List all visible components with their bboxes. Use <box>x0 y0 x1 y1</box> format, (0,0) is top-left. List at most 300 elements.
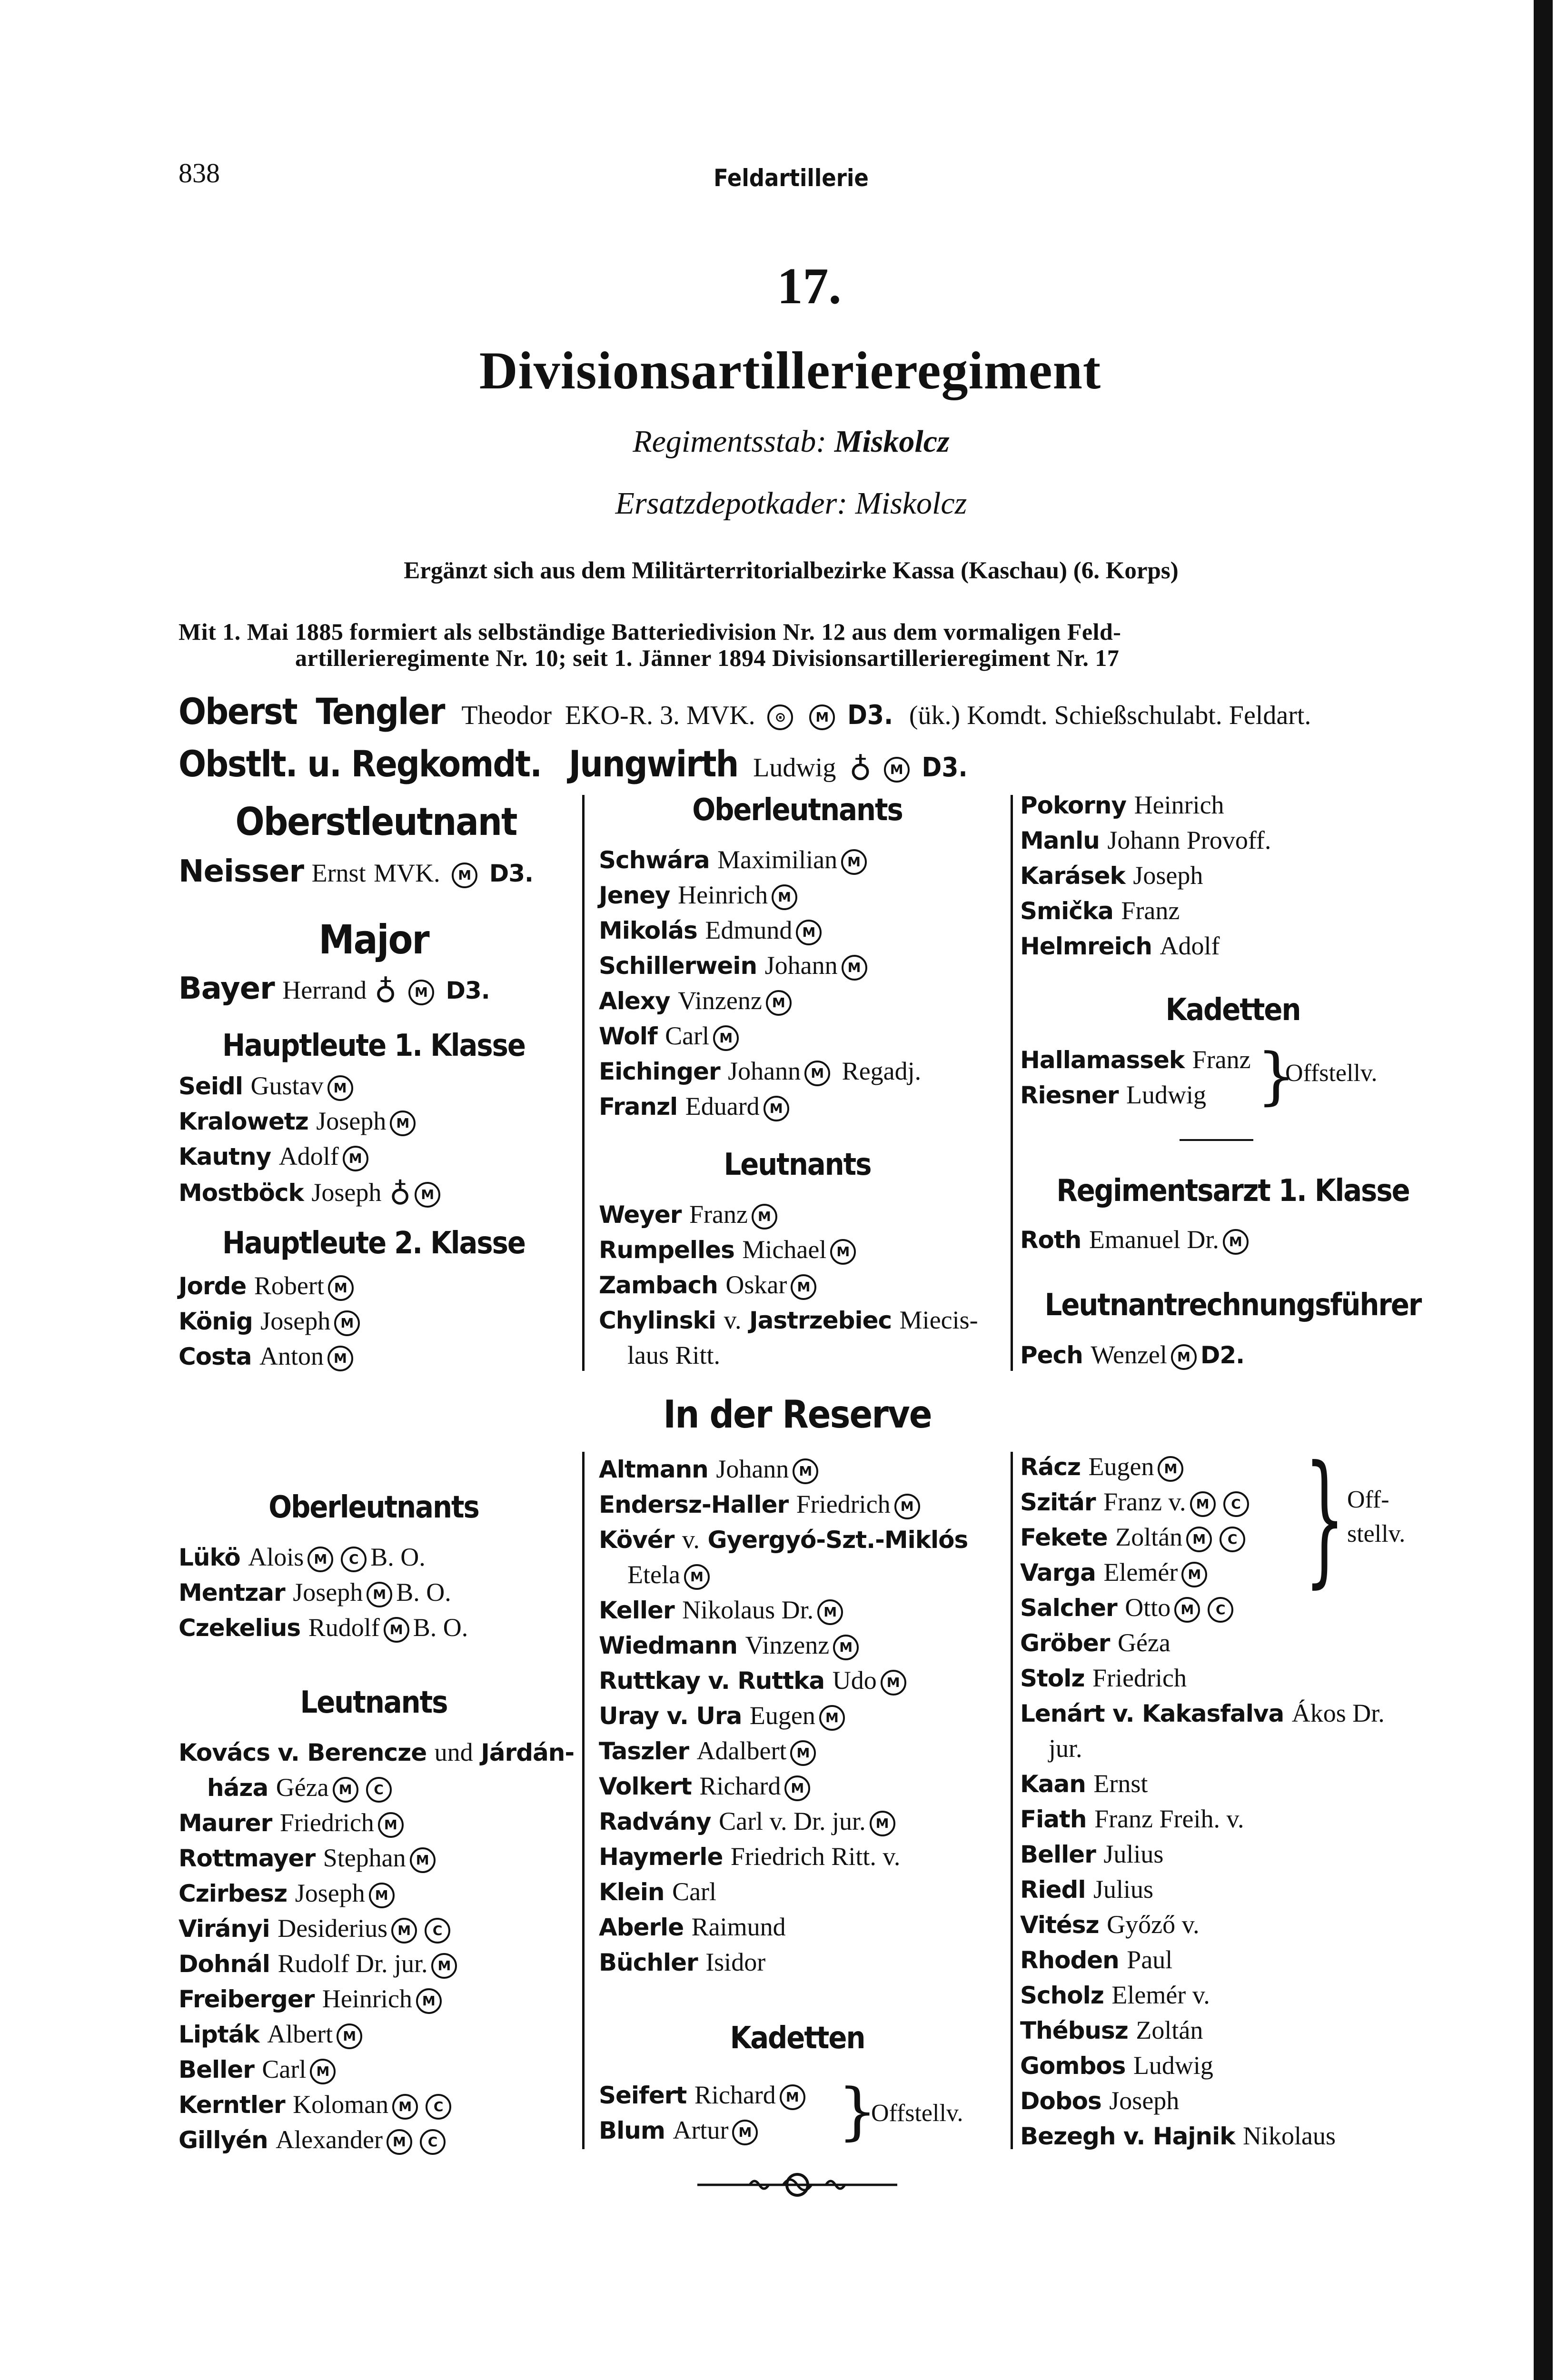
list-item <box>1020 1907 1385 1943</box>
entry-first: Adolf <box>1160 932 1220 960</box>
list-col3 <box>1020 788 1271 964</box>
entry-name: Roth <box>1020 1226 1081 1254</box>
list-item <box>179 1269 364 1304</box>
entry-name: Ruttkay v. Ruttka <box>599 1667 825 1695</box>
cross-mark: ♁ <box>374 972 397 1005</box>
entry-first: v. <box>724 1306 742 1334</box>
entry-name: Uray v. Ura <box>599 1702 742 1730</box>
list-item <box>599 1019 921 1054</box>
m-mark: M <box>1223 1229 1249 1255</box>
depot-label: Ersatzdepotkader: <box>615 486 848 521</box>
colonel-decor: EKO-R. 3. MVK. <box>565 701 755 730</box>
m-mark: M <box>1174 1597 1200 1623</box>
entry-name: Taszler <box>599 1737 689 1765</box>
entry-first: Heinrich <box>1134 791 1224 819</box>
page-number: 838 <box>179 158 220 188</box>
m-mark: M <box>410 1847 436 1873</box>
list-item <box>179 1946 574 1982</box>
entry-first: Gustav <box>250 1071 324 1100</box>
c-mark: C <box>1223 1491 1249 1517</box>
entry-first: Koloman <box>293 2090 389 2119</box>
entry-name: Salcher <box>1020 1594 1117 1622</box>
m-mark: M <box>752 1204 777 1230</box>
running-title: Feldartillerie <box>714 164 869 192</box>
entry-name: Wiedmann <box>599 1632 738 1659</box>
entry-first: Richard <box>694 2081 776 2109</box>
m-mark: M <box>884 757 910 783</box>
list-leutnants <box>599 1197 978 1373</box>
list-item <box>599 1769 968 1804</box>
list-reserve-mid <box>599 1452 968 1980</box>
entry-first: Ludwig <box>1126 1081 1207 1109</box>
entry-first: Albert <box>267 2020 333 2048</box>
entry-name: Haymerle <box>599 1843 723 1871</box>
entry-name: Járdán- <box>481 1739 575 1766</box>
entry-first: Isidor <box>705 1948 766 1976</box>
c-mark: C <box>1220 1527 1245 1552</box>
entry-name: Keller <box>599 1597 674 1624</box>
list-item <box>599 1593 968 1628</box>
entry-name: Kautny <box>179 1143 271 1170</box>
entry-d: D3. <box>489 860 533 887</box>
entry-name: Alexy <box>599 987 670 1015</box>
entry-first: Eduard <box>685 1092 760 1121</box>
list-oberleutnants <box>599 843 921 1124</box>
entry-neisser <box>179 854 533 891</box>
entry-first: Carl v. Dr. jur. <box>719 1807 866 1835</box>
heading-reserve-leutnants: Leutnants <box>300 1685 447 1720</box>
list-hauptleute-2 <box>179 1269 364 1374</box>
entry-first: Nikolaus <box>1243 2122 1336 2150</box>
entry-note: B. O. <box>413 1613 468 1642</box>
entry-first: Elemér v. <box>1111 1981 1210 2009</box>
entry-first: Maximilian <box>717 845 838 874</box>
m-mark: M <box>833 1635 859 1660</box>
list-item <box>599 1945 968 1980</box>
list-item <box>1020 1042 1251 1078</box>
entry-name: Freiberger <box>179 1985 315 2013</box>
heading-reserve: In der Reserve <box>663 1392 932 1437</box>
column-divider-3 <box>582 1452 585 2149</box>
m-mark: M <box>1186 1527 1212 1552</box>
column-divider-2 <box>1011 795 1013 1371</box>
entry-name: Volkert <box>599 1773 692 1800</box>
entry-first: Etela <box>627 1560 680 1589</box>
entry-first: Artur <box>673 2116 729 2144</box>
list-item <box>1020 2083 1385 2119</box>
m-mark: M <box>780 2084 805 2110</box>
entry-name: Gröber <box>1020 1629 1110 1657</box>
m-mark: M <box>334 1310 360 1336</box>
m-mark: M <box>684 1564 710 1590</box>
m-mark: M <box>790 1740 816 1766</box>
entry-first: Carl <box>672 1877 717 1906</box>
entry-first: Richard <box>699 1772 781 1800</box>
entry-first: Ludwig <box>1133 2051 1213 2080</box>
list-item <box>1020 1802 1385 1837</box>
entry-first: Johann <box>764 951 838 980</box>
list-item-continuation <box>1020 1731 1385 1766</box>
c-mark: C <box>366 1777 392 1803</box>
entry-name: Thébusz <box>1020 2017 1128 2044</box>
m-mark: M <box>343 1146 368 1171</box>
colonel-rank: Oberst <box>179 690 297 733</box>
m-mark: M <box>784 1775 810 1801</box>
list-item <box>179 1575 468 1610</box>
column-divider-1 <box>582 795 585 1371</box>
entry-first: Nikolaus Dr. <box>682 1596 814 1624</box>
entry-first: Stephan <box>323 1844 406 1872</box>
list-item <box>599 1268 978 1303</box>
entry-first: Desiderius <box>278 1914 388 1943</box>
entry-name: Czirbesz <box>179 1880 288 1907</box>
ltcol-name: Jungwirth <box>568 743 738 785</box>
list-item <box>599 1089 921 1124</box>
note-line-2: stellv. <box>1347 1520 1406 1547</box>
sun-mark: ⊙ <box>767 704 793 730</box>
entry-note: B. O. <box>370 1543 426 1571</box>
m-mark: M <box>842 955 867 981</box>
entry-name: Costa <box>179 1343 252 1370</box>
entry-name: Wolf <box>599 1022 657 1050</box>
entry-name: Rácz <box>1020 1453 1081 1481</box>
ltcol-rank: Obstlt. u. Regkomdt. <box>179 743 542 785</box>
entry-decor: MVK. <box>374 859 440 887</box>
entry-name: Beller <box>179 2056 254 2083</box>
list-item <box>179 1339 364 1374</box>
list-item <box>599 983 921 1019</box>
colonel-line <box>179 690 1311 733</box>
entry-name: Lenárt v. Kakasfalva <box>1020 1700 1284 1727</box>
entry-first: Johann <box>728 1057 801 1085</box>
m-mark: M <box>830 1239 856 1265</box>
m-mark: M <box>367 1582 392 1607</box>
heading-regimentsarzt: Regimentsarzt 1. Klasse <box>1056 1173 1409 1209</box>
heading-rechnungsfuehrer: Leutnantrechnungsführer <box>1044 1288 1421 1323</box>
list-item-continuation <box>599 1338 978 1373</box>
history-line-2: artillerieregimente Nr. 10; seit 1. Jänner 1894 Divisionsartillerieregiment Nr. 17 <box>295 645 1120 671</box>
entry-first: Elemér <box>1103 1558 1178 1587</box>
list-item <box>599 1054 921 1089</box>
entry-name: Aberle <box>599 1914 684 1941</box>
staff-place: Miskolcz <box>834 424 950 459</box>
list-item <box>599 913 921 948</box>
entry-name: Eichinger <box>599 1058 720 1085</box>
entry-first: Anton <box>259 1342 324 1370</box>
heading-major: Major <box>318 916 429 963</box>
m-mark: M <box>796 920 822 945</box>
list-item <box>179 1982 574 2017</box>
entry-first: Franz v. <box>1103 1488 1186 1516</box>
entry-name: Kovács v. Berencze <box>179 1739 427 1766</box>
m-mark: M <box>431 1953 457 1979</box>
entry-name: Mostböck <box>179 1179 304 1207</box>
entry-name: Rottmayer <box>179 1844 316 1872</box>
entry-name: Manlu <box>1020 827 1100 854</box>
colonel-name: Tengler <box>316 690 445 733</box>
entry-first: Friedrich <box>279 1808 374 1837</box>
entry-first: Joseph <box>311 1178 382 1207</box>
entry-name: Seidl <box>179 1072 243 1100</box>
entry-name: Szitár <box>1020 1488 1096 1516</box>
list-item <box>1020 2048 1385 2083</box>
entry-d: D2. <box>1200 1341 1245 1369</box>
note-line-1: Off- <box>1347 1486 1389 1513</box>
entry-name: Altmann <box>599 1456 708 1483</box>
list-item <box>599 948 921 983</box>
heading-leutnants: Leutnants <box>724 1147 871 1182</box>
m-mark: M <box>870 1811 895 1836</box>
entry-name: Maurer <box>179 1809 272 1837</box>
list-item <box>1020 858 1271 893</box>
list-reserve-kadetten <box>599 2078 809 2148</box>
m-mark: M <box>1171 1344 1197 1370</box>
entry-first: Joseph <box>293 1578 363 1606</box>
list-item <box>599 2078 809 2113</box>
c-mark: C <box>425 1918 450 1944</box>
m-mark: M <box>766 990 792 1016</box>
regiment-number: 17. <box>777 258 842 315</box>
list-item <box>179 1610 468 1646</box>
entry-name: Kerntler <box>179 2091 285 2119</box>
cross-mark: ♁ <box>849 749 872 783</box>
entry-first: Edmund <box>705 916 793 944</box>
entry-first: Friedrich <box>796 1490 891 1518</box>
entry-roth <box>1020 1222 1252 1258</box>
brace: } <box>1257 1040 1296 1112</box>
list-item <box>1020 788 1271 823</box>
entry-name: Helmreich <box>1020 932 1152 960</box>
list-item <box>179 2087 574 2122</box>
entry-first: Johann Provoff. <box>1107 826 1271 854</box>
column-divider-4 <box>1011 1452 1013 2149</box>
m-mark: M <box>894 1494 920 1519</box>
entry-name: Beller <box>1020 1841 1096 1868</box>
m-mark: M <box>841 849 867 875</box>
entry-name: Lükö <box>179 1544 240 1571</box>
list-item <box>599 1628 968 1663</box>
entry-first: Heinrich <box>322 1984 412 2013</box>
history-line-1: Mit 1. Mai 1885 formiert als selbständige Batteriedivision Nr. 12 aus dem vormaligen Feld- <box>179 618 1121 645</box>
entry-name: Jorde <box>179 1272 247 1300</box>
m-mark: M <box>392 2094 418 2120</box>
m-mark: M <box>1190 1491 1216 1517</box>
reserve-right-note <box>1347 1483 1405 1551</box>
entry-first: Johann <box>716 1455 789 1483</box>
entry-name: Hallamassek <box>1020 1046 1185 1074</box>
entry-first: Franz <box>689 1200 748 1229</box>
entry-first: Friedrich <box>1092 1664 1187 1692</box>
depot-place: Miskolcz <box>855 486 967 521</box>
entry-first: Franz Freih. v. <box>1094 1805 1244 1833</box>
entry-pech <box>1020 1338 1244 1373</box>
entry-name: Scholz <box>1020 1982 1104 2009</box>
entry-name: Rhoden <box>1020 1946 1119 1974</box>
entry-first: v. <box>682 1525 700 1554</box>
list-item <box>599 1663 968 1698</box>
list-item <box>1020 2013 1385 2048</box>
colonel-first: Theodor <box>461 701 552 730</box>
m-mark: M <box>327 1346 353 1371</box>
m-mark: M <box>391 1918 417 1944</box>
entry-name: Zambach <box>599 1271 718 1299</box>
entry-name: Gyergyó-Szt.-Miklós <box>707 1526 968 1554</box>
entry-d: D3. <box>446 977 490 1004</box>
entry-first: Oskar <box>725 1270 787 1299</box>
entry-first: Miecis- <box>899 1306 978 1334</box>
heading-oberstleutnant: Oberstleutnant <box>235 800 517 844</box>
entry-name: Chylinski <box>599 1307 716 1334</box>
list-item <box>179 1735 574 1770</box>
list-item <box>1020 823 1271 858</box>
list-item <box>599 1452 968 1487</box>
entry-first: Joseph <box>260 1307 331 1335</box>
entry-name: Pech <box>1020 1341 1083 1369</box>
list-reserve-oberleutnants <box>179 1540 468 1646</box>
m-mark: M <box>328 1275 354 1301</box>
entry-name: Endersz-Haller <box>599 1491 789 1518</box>
entry-name: Bayer <box>179 971 275 1006</box>
list-item <box>179 1876 574 1911</box>
entry-name: Schwára <box>599 846 710 874</box>
m-mark: M <box>307 1547 333 1572</box>
m-mark: M <box>732 2120 758 2145</box>
entry-bayer <box>179 971 490 1008</box>
list-item <box>179 2017 574 2052</box>
entry-first: Wenzel <box>1091 1340 1167 1369</box>
kadetten-note: Offstellv. <box>1285 1060 1378 1087</box>
m-mark: M <box>369 1883 395 1908</box>
entry-name: Bezegh v. Hajnik <box>1020 2122 1235 2150</box>
entry-name: Varga <box>1020 1559 1096 1587</box>
entry-first: Joseph <box>1133 861 1203 890</box>
entry-first: Otto <box>1125 1593 1171 1622</box>
entry-first: Vinzenz <box>745 1631 830 1659</box>
entry-name: Kövér <box>599 1526 674 1554</box>
entry-first: Vinzenz <box>678 986 762 1015</box>
list-item <box>599 1734 968 1769</box>
list-item <box>179 1069 444 1104</box>
m-mark: M <box>387 2129 412 2155</box>
recruitment-line: Ergänzt sich aus dem Militärterritorialbezirke Kassa (Kaschau) (6. Korps) <box>404 557 1179 584</box>
list-item <box>1020 1696 1385 1731</box>
entry-name: Neisser <box>179 854 304 889</box>
depot-line <box>615 486 967 522</box>
list-item-continuation <box>179 1770 574 1805</box>
entry-first: Joseph <box>295 1879 365 1907</box>
m-mark: M <box>378 1812 404 1838</box>
entry-first: Paul <box>1127 1945 1173 1974</box>
heading-kadetten: Kadetten <box>1165 992 1300 1028</box>
entry-name: Schillerwein <box>599 952 757 980</box>
entry-first: Rudolf Dr. jur. <box>278 1949 428 1978</box>
list-item <box>599 1232 978 1268</box>
m-mark: M <box>408 980 434 1005</box>
list-hauptleute-1 <box>179 1069 444 1210</box>
list-item <box>1020 1837 1385 1872</box>
entry-first: Zoltán <box>1136 2016 1203 2044</box>
list-item <box>599 1839 968 1874</box>
entry-first: Ernst <box>1093 1769 1148 1798</box>
entry-first: Julius <box>1103 1840 1164 1868</box>
list-item <box>179 1841 574 1876</box>
m-mark: M <box>819 1705 845 1731</box>
staff-label: Regimentsstab: <box>633 424 827 459</box>
entry-name: Blum <box>599 2117 665 2144</box>
brace: } <box>1304 1435 1345 1601</box>
entry-first: Géza <box>1117 1628 1170 1657</box>
entry-name: Pokorny <box>1020 792 1127 819</box>
heading-hauptleute-2: Hauptleute 2. Klasse <box>222 1226 525 1261</box>
entry-first: Joseph <box>1109 2086 1180 2115</box>
entry-first: Eugen <box>749 1701 815 1730</box>
m-mark: M <box>327 1075 353 1101</box>
list-item <box>1020 1872 1385 1907</box>
m-mark: M <box>772 884 797 910</box>
entry-name: Fiath <box>1020 1805 1087 1833</box>
brace: } <box>838 2075 877 2147</box>
entry-first: Géza <box>276 1773 329 1802</box>
list-item <box>1020 1943 1385 1978</box>
list-item <box>599 878 921 913</box>
staff-line <box>633 424 949 460</box>
ltcol-line <box>179 743 968 785</box>
entry-name: Riedl <box>1020 1876 1086 1904</box>
heading-reserve-kadetten: Kadetten <box>730 2021 865 2056</box>
entry-name: Gillyén <box>179 2126 268 2154</box>
entry-first: Friedrich Ritt. v. <box>730 1842 901 1871</box>
m-mark: M <box>713 1025 739 1051</box>
entry-name: Smička <box>1020 897 1113 925</box>
list-item <box>1020 929 1271 964</box>
entry-note: B. O. <box>396 1578 451 1606</box>
cross-mark: ♁ <box>389 1175 411 1208</box>
entry-first: Udo <box>832 1666 877 1695</box>
list-item <box>1020 1661 1385 1696</box>
entry-name: Karásek <box>1020 862 1125 890</box>
reserve-kadetten-note: Offstellv. <box>871 2100 963 2127</box>
entry-first: Michael <box>742 1235 827 1264</box>
page-edge <box>1534 0 1553 2380</box>
list-item <box>1020 2119 1385 2154</box>
entry-first: Julius <box>1093 1875 1154 1904</box>
entry-first: Heinrich <box>678 881 768 909</box>
entry-name: Riesner <box>1020 1081 1119 1109</box>
entry-name: König <box>179 1308 253 1335</box>
c-mark: C <box>1208 1597 1233 1623</box>
m-mark: M <box>416 1988 442 2014</box>
colonel-d: D3. <box>847 700 893 731</box>
entry-name: Virányi <box>179 1915 270 1943</box>
m-mark: M <box>337 2023 362 2049</box>
list-item <box>599 1910 968 1945</box>
m-mark: M <box>452 863 477 888</box>
list-item <box>599 843 921 878</box>
entry-name: Dobos <box>1020 2087 1101 2115</box>
entry-first: Győző v. <box>1107 1910 1200 1939</box>
list-item <box>599 1487 968 1522</box>
m-mark: M <box>390 1111 416 1136</box>
entry-first: laus Ritt. <box>627 1341 721 1369</box>
entry-note: Regadj. <box>842 1057 922 1085</box>
entry-first: Carl <box>665 1021 710 1050</box>
end-ornament-icon <box>693 2171 902 2199</box>
entry-first: Eugen <box>1088 1452 1154 1481</box>
list-item <box>599 1874 968 1910</box>
entry-name: Lipták <box>179 2021 259 2048</box>
entry-name: Jeney <box>599 882 670 909</box>
m-mark: M <box>804 1061 830 1086</box>
